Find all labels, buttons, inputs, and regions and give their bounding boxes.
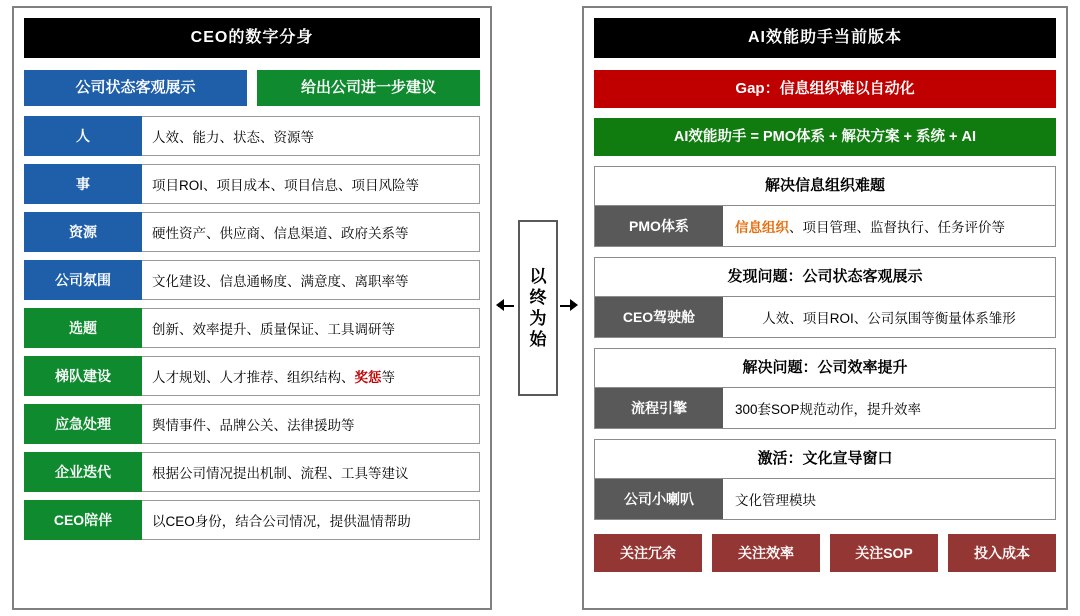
row-desc-people: 人效、能力、状态、资源等 <box>142 116 480 156</box>
middle-label-char-2: 终 <box>529 287 547 307</box>
middle-label-char-3: 为 <box>529 309 547 328</box>
middle-connector <box>496 0 580 616</box>
left-panel <box>12 6 492 610</box>
card-row-ceo-cockpit <box>595 296 1055 337</box>
left-row-list <box>24 116 480 540</box>
arrow-left-head-icon <box>496 299 504 311</box>
row-emergency <box>24 404 480 444</box>
row-resources <box>24 212 480 252</box>
row-tag-iteration: 企业迭代 <box>24 452 142 492</box>
chip-redundancy[interactable]: 关注冗余 <box>594 534 702 572</box>
button-company-status[interactable]: 公司状态客观展示 <box>24 70 247 106</box>
middle-label-char-4: 始 <box>529 330 547 350</box>
row-tag-atmosphere: 公司氛围 <box>24 260 142 300</box>
chip-sop[interactable]: 关注SOP <box>830 534 938 572</box>
row-atmosphere <box>24 260 480 300</box>
card-discover-problem <box>594 257 1056 338</box>
row-tag-talent-pipeline: 梯队建设 <box>24 356 142 396</box>
card-tag-process-engine: 流程引擎 <box>595 388 723 428</box>
row-topic <box>24 308 480 348</box>
card-head-solve-problem: 解决问题：公司效率提升 <box>742 359 908 376</box>
card-desc-pmo-rest: 、项目管理、监督执行、任务评价等 <box>789 220 1005 235</box>
right-panel-title: AI效能助手当前版本 <box>594 18 1056 58</box>
card-solve-problem <box>594 348 1056 429</box>
row-ceo-companion <box>24 500 480 540</box>
card-desc-pmo <box>723 206 1055 246</box>
row-iteration <box>24 452 480 492</box>
row-tag-people: 人 <box>24 116 142 156</box>
left-top-buttons <box>24 70 480 106</box>
row-matters <box>24 164 480 204</box>
row-desc-resources: 硬性资产、供应商、信息渠道、政府关系等 <box>142 212 480 252</box>
card-desc-ceo-cockpit: 人效、项目ROI、公司氛围等衡量体系雏形 <box>762 311 1016 326</box>
row-people <box>24 116 480 156</box>
row-tag-emergency: 应急处理 <box>24 404 142 444</box>
row-desc-iteration: 根据公司情况提出机制、流程、工具等建议 <box>142 452 480 492</box>
card-tag-company-speaker: 公司小喇叭 <box>595 479 723 519</box>
arrow-right-head-icon <box>570 299 578 311</box>
card-desc-company-speaker: 文化管理模块 <box>735 493 816 508</box>
chip-efficiency[interactable]: 关注效率 <box>712 534 820 572</box>
row-desc-topic: 创新、效率提升、质量保证、工具调研等 <box>142 308 480 348</box>
card-info-organization <box>594 166 1056 247</box>
row-desc-talent-pipeline <box>142 356 480 396</box>
card-row-company-speaker <box>595 478 1055 519</box>
button-company-advice[interactable]: 给出公司进一步建议 <box>257 70 480 106</box>
focus-chip-list <box>594 534 1056 572</box>
card-desc-pmo-highlight: 信息组织 <box>735 220 789 235</box>
card-tag-pmo: PMO体系 <box>595 206 723 246</box>
row-desc-ceo-companion: 以CEO身份，结合公司情况，提供温情帮助 <box>142 500 480 540</box>
card-head-discover-problem: 发现问题：公司状态客观展示 <box>727 268 923 285</box>
row-desc-matters: 项目ROI、项目成本、项目信息、项目风险等 <box>142 164 480 204</box>
row-desc-talent-pipeline-pre: 人才规划、人才推荐、组织结构、 <box>152 370 355 385</box>
row-tag-matters: 事 <box>24 164 142 204</box>
row-desc-talent-pipeline-post: 等 <box>381 370 395 385</box>
formula-bar: AI效能助手 = PMO体系 + 解决方案 + 系统 + AI <box>594 118 1056 156</box>
middle-label-box <box>518 220 558 396</box>
card-tag-ceo-cockpit: CEO驾驶舱 <box>595 297 723 337</box>
row-tag-topic: 选题 <box>24 308 142 348</box>
middle-label-char-1: 以 <box>529 266 547 286</box>
card-row-process-engine <box>595 387 1055 428</box>
left-panel-title: CEO的数字分身 <box>24 18 480 58</box>
card-head-activate-culture: 激活：文化宣导窗口 <box>757 450 893 467</box>
gap-bar: Gap：信息组织难以自动化 <box>594 70 1056 108</box>
row-talent-pipeline <box>24 356 480 396</box>
right-panel <box>582 6 1068 610</box>
card-activate-culture <box>594 439 1056 520</box>
row-desc-talent-pipeline-highlight: 奖惩 <box>354 370 382 385</box>
row-desc-emergency: 舆情事件、品牌公关、法律援助等 <box>142 404 480 444</box>
row-tag-ceo-companion: CEO陪伴 <box>24 500 142 540</box>
card-row-pmo <box>595 205 1055 246</box>
card-head-info-organization: 解决信息组织难题 <box>764 177 885 194</box>
row-tag-resources: 资源 <box>24 212 142 252</box>
chip-cost[interactable]: 投入成本 <box>948 534 1056 572</box>
row-desc-atmosphere: 文化建设、信息通畅度、满意度、离职率等 <box>142 260 480 300</box>
card-desc-process-engine: 300套SOP规范动作，提升效率 <box>735 402 922 417</box>
